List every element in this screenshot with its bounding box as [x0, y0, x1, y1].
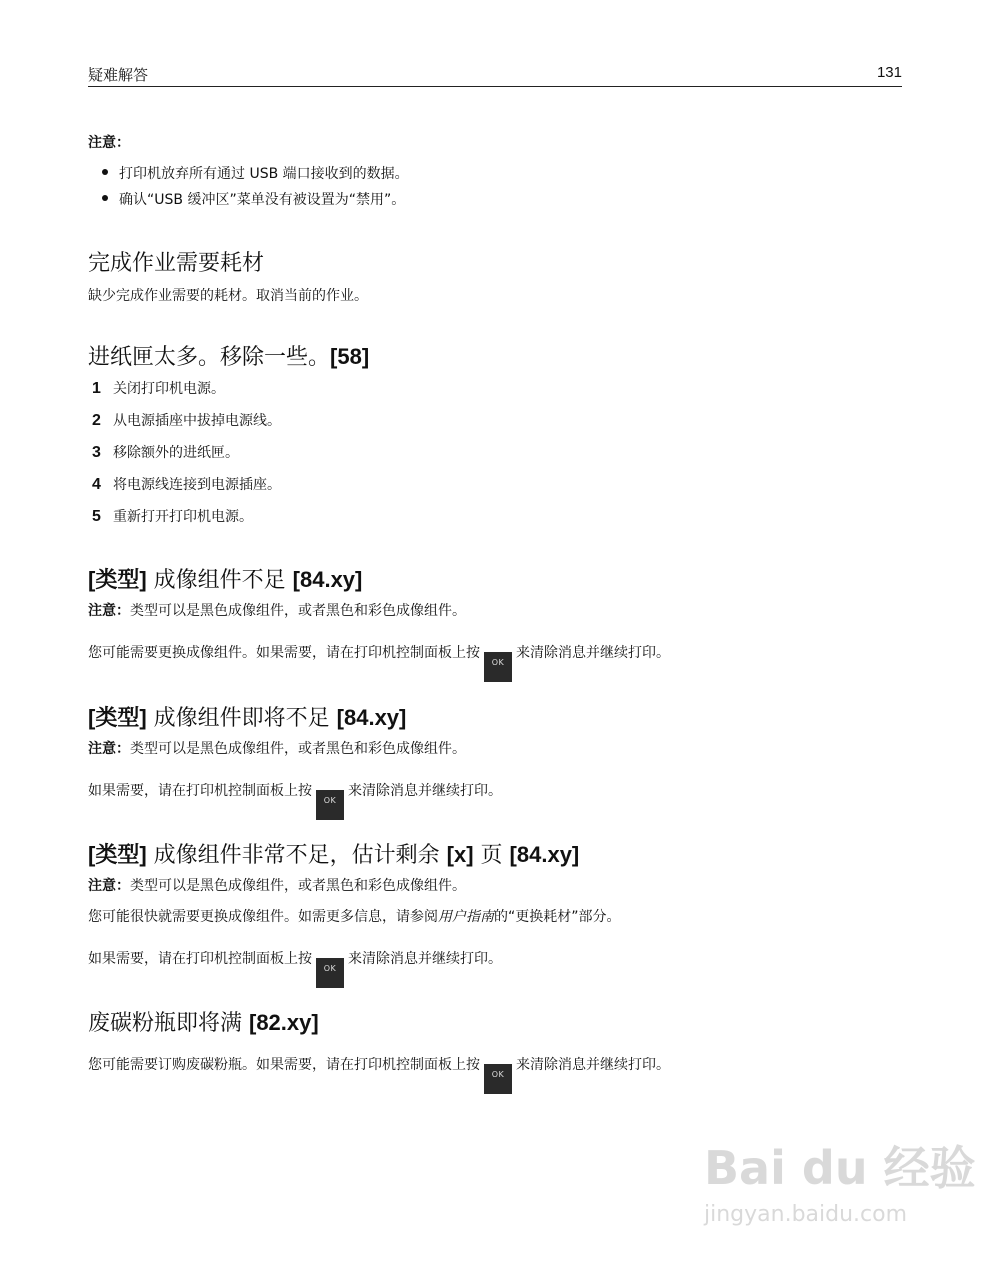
section-heading: 完成作业需要耗材: [88, 251, 265, 276]
step-item: 4 将电源线连接到电源插座。: [92, 476, 281, 493]
baidu-watermark: [704, 1132, 976, 1242]
section-heading: [类型] 成像组件不足 [84.xy]: [88, 567, 363, 593]
watermark-text: Bai du 经验: [704, 1141, 976, 1195]
step-item: 3 移除额外的进纸匣。: [92, 444, 239, 461]
step-item: 2 从电源插座中拔掉电源线。: [92, 412, 281, 429]
note-label: 注意：: [88, 135, 130, 151]
ok-button-icon: OK: [316, 958, 344, 988]
bullet-item: 打印机放弃所有通过 USB 端口接收到的数据。: [102, 163, 409, 183]
running-header: [88, 62, 902, 87]
note-line: 注意：类型可以是黑色成像组件，或者黑色和彩色成像组件。: [88, 878, 466, 894]
step-item: 1 关闭打印机电源。: [92, 380, 225, 397]
document-page: [88, 0, 902, 1280]
paragraph: 如果需要，请在打印机控制面板上按OK来清除消息并继续打印。: [88, 950, 502, 988]
ok-button-icon: OK: [316, 790, 344, 820]
note-line: 注意：类型可以是黑色成像组件，或者黑色和彩色成像组件。: [88, 741, 466, 757]
bullet-item: 确认“USB 缓冲区”菜单没有被设置为“禁用”。: [102, 189, 405, 209]
section-heading: 进纸匣太多。移除一些。[58]: [88, 344, 370, 370]
guide-title: 用户指南: [438, 909, 494, 925]
paragraph: 您可能很快就需要更换成像组件。如需更多信息，请参阅用户指南的“更换耗材”部分。: [88, 909, 621, 925]
section-heading: 废碳粉瓶即将满 [82.xy]: [88, 1010, 319, 1036]
page-number: 131: [876, 64, 902, 81]
ok-button-icon: OK: [484, 1064, 512, 1094]
section-heading: [类型] 成像组件非常不足，估计剩余 [x] 页 [84.xy]: [88, 842, 580, 868]
paragraph: 缺少完成作业需要的耗材。取消当前的作业。: [88, 288, 368, 304]
paragraph: 如果需要，请在打印机控制面板上按OK来清除消息并继续打印。: [88, 782, 502, 820]
ok-button-icon: OK: [484, 652, 512, 682]
step-item: 5 重新打开打印机电源。: [92, 508, 253, 525]
section-heading: [类型] 成像组件即将不足 [84.xy]: [88, 705, 407, 731]
watermark-url: jingyan.baidu.com: [704, 1202, 908, 1227]
paragraph: 您可能需要订购废碳粉瓶。如果需要，请在打印机控制面板上按OK来清除消息并继续打印。: [88, 1056, 670, 1094]
note-line: 注意：类型可以是黑色成像组件，或者黑色和彩色成像组件。: [88, 603, 466, 619]
section-title: 疑难解答: [88, 66, 149, 84]
paragraph: 您可能需要更换成像组件。如果需要，请在打印机控制面板上按OK来清除消息并继续打印。: [88, 644, 670, 682]
